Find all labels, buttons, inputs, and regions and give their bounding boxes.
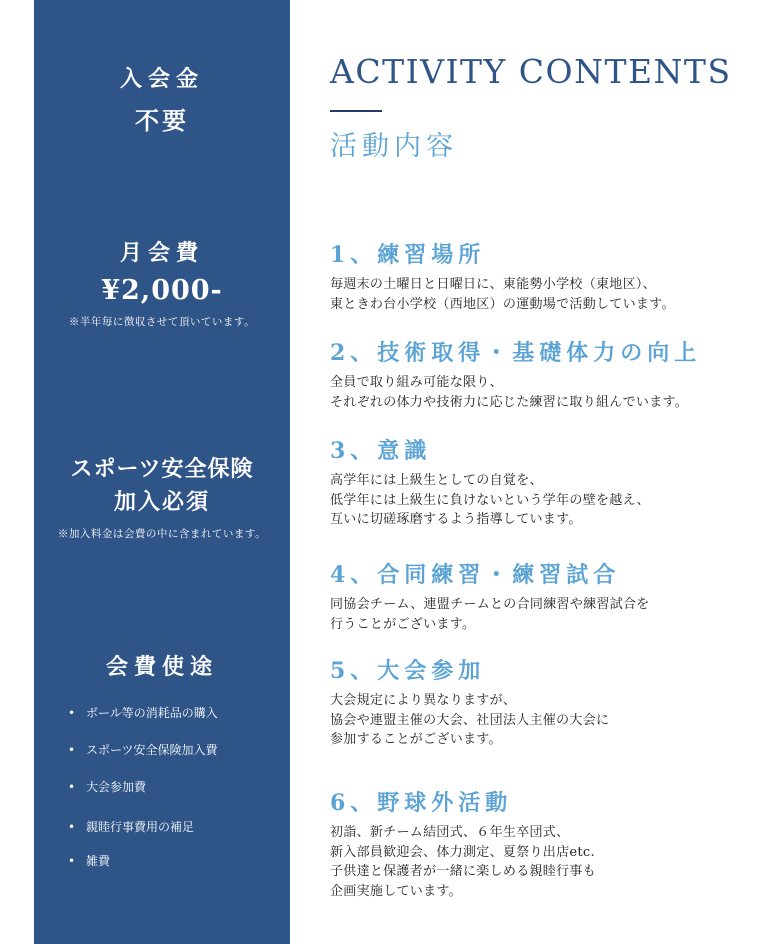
- usage-title: 会費使途: [105, 654, 218, 680]
- insurance-note: ※加入料金は会費の中に含まれています。: [57, 528, 267, 540]
- section-body: 全員で取り組み可能な限り、 それぞれの体力や技術力に応じた練習に取り組んでいます。: [330, 375, 689, 410]
- section-joint-practice: [330, 558, 650, 634]
- entry-fee-label: 入会金: [119, 66, 204, 92]
- monthly-fee-block: [34, 236, 290, 329]
- bullet-icon: •: [68, 854, 76, 868]
- section-body: 高学年には上級生としての自覚を、 低学年には上級生に負けないという学年の壁を越え、 互いに切磋琢磨するよう指導しています。: [330, 473, 650, 527]
- section-tournaments: [330, 654, 609, 750]
- bullet-icon: •: [68, 820, 76, 834]
- entry-fee-value: 不要: [135, 106, 189, 135]
- section-other-activities: [330, 786, 596, 901]
- usage-block: [34, 650, 290, 681]
- entry-fee-block: [34, 62, 290, 136]
- title-divider: [330, 110, 382, 112]
- section-heading: 3、意識: [330, 438, 432, 464]
- page-title-en: ACTIVITY CONTENTS: [330, 52, 732, 91]
- section-heading: 2、技術取得・基礎体力の向上: [330, 340, 702, 366]
- section-heading: 5、大会参加: [330, 658, 486, 684]
- section-body: 同協会チーム、連盟チームとの合同練習や練習試合を 行うことがございます。: [330, 597, 650, 632]
- section-heading: 6、野球外活動: [330, 790, 513, 816]
- section-body: 大会規定により異なりますが、 協会や連盟主催の大会、社団法人主催の大会に 参加することがございます。: [330, 693, 610, 747]
- sidebar-fee-panel: [34, 0, 290, 944]
- section-body: 初詣、新チーム結団式、６年生卒団式、 新入部員歓迎会、体力測定、夏祭り出店etc. 子供達と保護者が一緒に楽しめる親睦行事も 企画実施しています。: [330, 825, 597, 899]
- section-heading: 1、練習場所: [330, 242, 486, 268]
- insurance-block: [34, 452, 290, 541]
- list-item: • 大会参加費: [68, 780, 147, 794]
- section-practice-location: [330, 238, 675, 314]
- list-item: • 雑費: [68, 854, 111, 868]
- activity-content-area: [290, 0, 765, 944]
- bullet-icon: •: [68, 706, 76, 720]
- list-item: • スポーツ安全保険加入費: [68, 743, 218, 757]
- page-title-jp: 活動内容: [330, 131, 458, 162]
- list-item: • 親睦行事費用の補足: [68, 820, 195, 834]
- monthly-fee-label: 月会費: [119, 240, 204, 266]
- section-body: 毎週末の土曜日と日曜日に、東能勢小学校（東地区）、 東ときわ台小学校（西地区）の運動場で活動しています。: [330, 277, 675, 312]
- insurance-line2: 加入必須: [113, 489, 210, 515]
- section-mindset: [330, 434, 650, 530]
- list-item: • ボール等の消耗品の購入: [68, 706, 218, 720]
- section-heading: 4、合同練習・練習試合: [330, 562, 621, 588]
- monthly-fee-price: ¥2,000-: [101, 275, 223, 306]
- monthly-fee-note: ※半年毎に徴収させて頂いています。: [68, 316, 256, 328]
- section-skills: [330, 336, 701, 412]
- insurance-line1: スポーツ安全保険: [70, 456, 254, 482]
- bullet-icon: •: [68, 780, 76, 794]
- bullet-icon: •: [68, 743, 76, 757]
